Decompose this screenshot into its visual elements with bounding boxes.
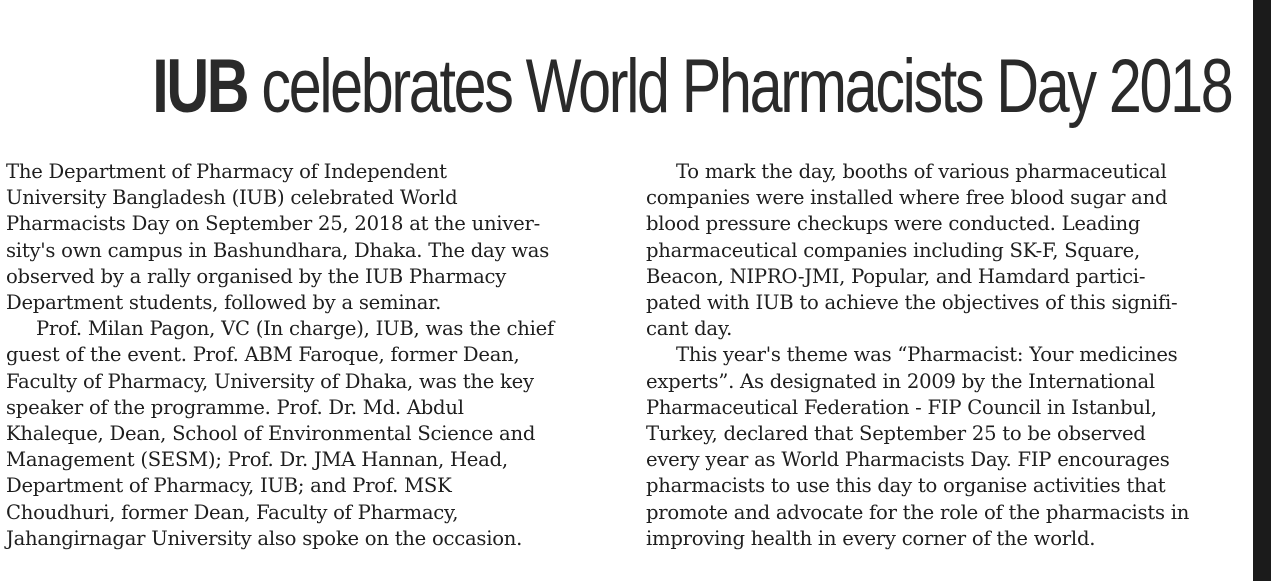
text-line: Jahangirnagar University also spoke on the occasion. [6,526,523,550]
text-line: Choudhuri, former Dean, Faculty of Pharmacy, [6,500,459,524]
text-line: Turkey, declared that September 25 to be observed [646,422,1146,446]
text-line: Pharmacists Day on September 25, 2018 at the univer- [6,212,540,236]
text-line: University Bangladesh (IUB) celebrated World [6,186,458,210]
headline-wrap [152,32,1231,142]
text-line: experts”. As designated in 2009 by the International [646,369,1155,393]
text-line: promote and advocate for the role of the pharmacists in [646,500,1190,524]
text-line: companies were installed where free blood sugar and [646,186,1168,210]
text-line: pated with IUB to achieve the objectives of this signifi- [646,291,1178,315]
text-line: Pharmaceutical Federation - FIP Council in Istanbul, [646,395,1157,419]
text-line: Faculty of Pharmacy, University of Dhaka, was the key [6,369,534,393]
text-line: Prof. Milan Pagon, VC (In charge), IUB, was the chief [36,317,554,341]
text-line: To mark the day, booths of various pharmaceutical [676,160,1167,183]
text-line: speaker of the programme. Prof. Dr. Md. Abdul [6,395,464,419]
page-edge-shadow [1253,0,1271,581]
text-line: Department students, followed by a seminar. [6,291,442,315]
article-left-column [6,159,616,552]
text-line: Beacon, NIPRO-JMI, Popular, and Hamdard partici- [646,264,1146,288]
text-line: This year's theme was “Pharmacist: Your medicines [676,343,1178,367]
text-line: every year as World Pharmacists Day. FIP encourages [646,448,1170,472]
article-right-column [646,159,1252,552]
text-line: blood pressure checkups were conducted. Leading [646,212,1141,236]
text-line: Department of Pharmacy, IUB; and Prof. MSK [6,474,452,498]
text-line: sity's own campus in Bashundhara, Dhaka. The day was [6,238,550,262]
text-line: guest of the event. Prof. ABM Faroque, former Dean, [6,343,520,367]
text-line: pharmacists to use this day to organise activities that [646,474,1166,498]
text-line: pharmaceutical companies including SK-F, Square, [646,238,1140,262]
text-line: improving health in every corner of the world. [646,526,1096,550]
text-line: Khaleque, Dean, School of Environmental Science and [6,422,536,446]
headline [0,32,1253,142]
text-line: Management (SESM); Prof. Dr. JMA Hannan, Head, [6,448,508,472]
text-line: observed by a rally organised by the IUB Pharmacy [6,264,507,288]
text-line: The Department of Pharmacy of Independent [6,160,447,183]
headline-rest: celebrates World Pharmacists Day 2018 [247,44,1232,129]
headline-bold: IUB [152,44,248,129]
text-line: cant day. [646,317,733,341]
